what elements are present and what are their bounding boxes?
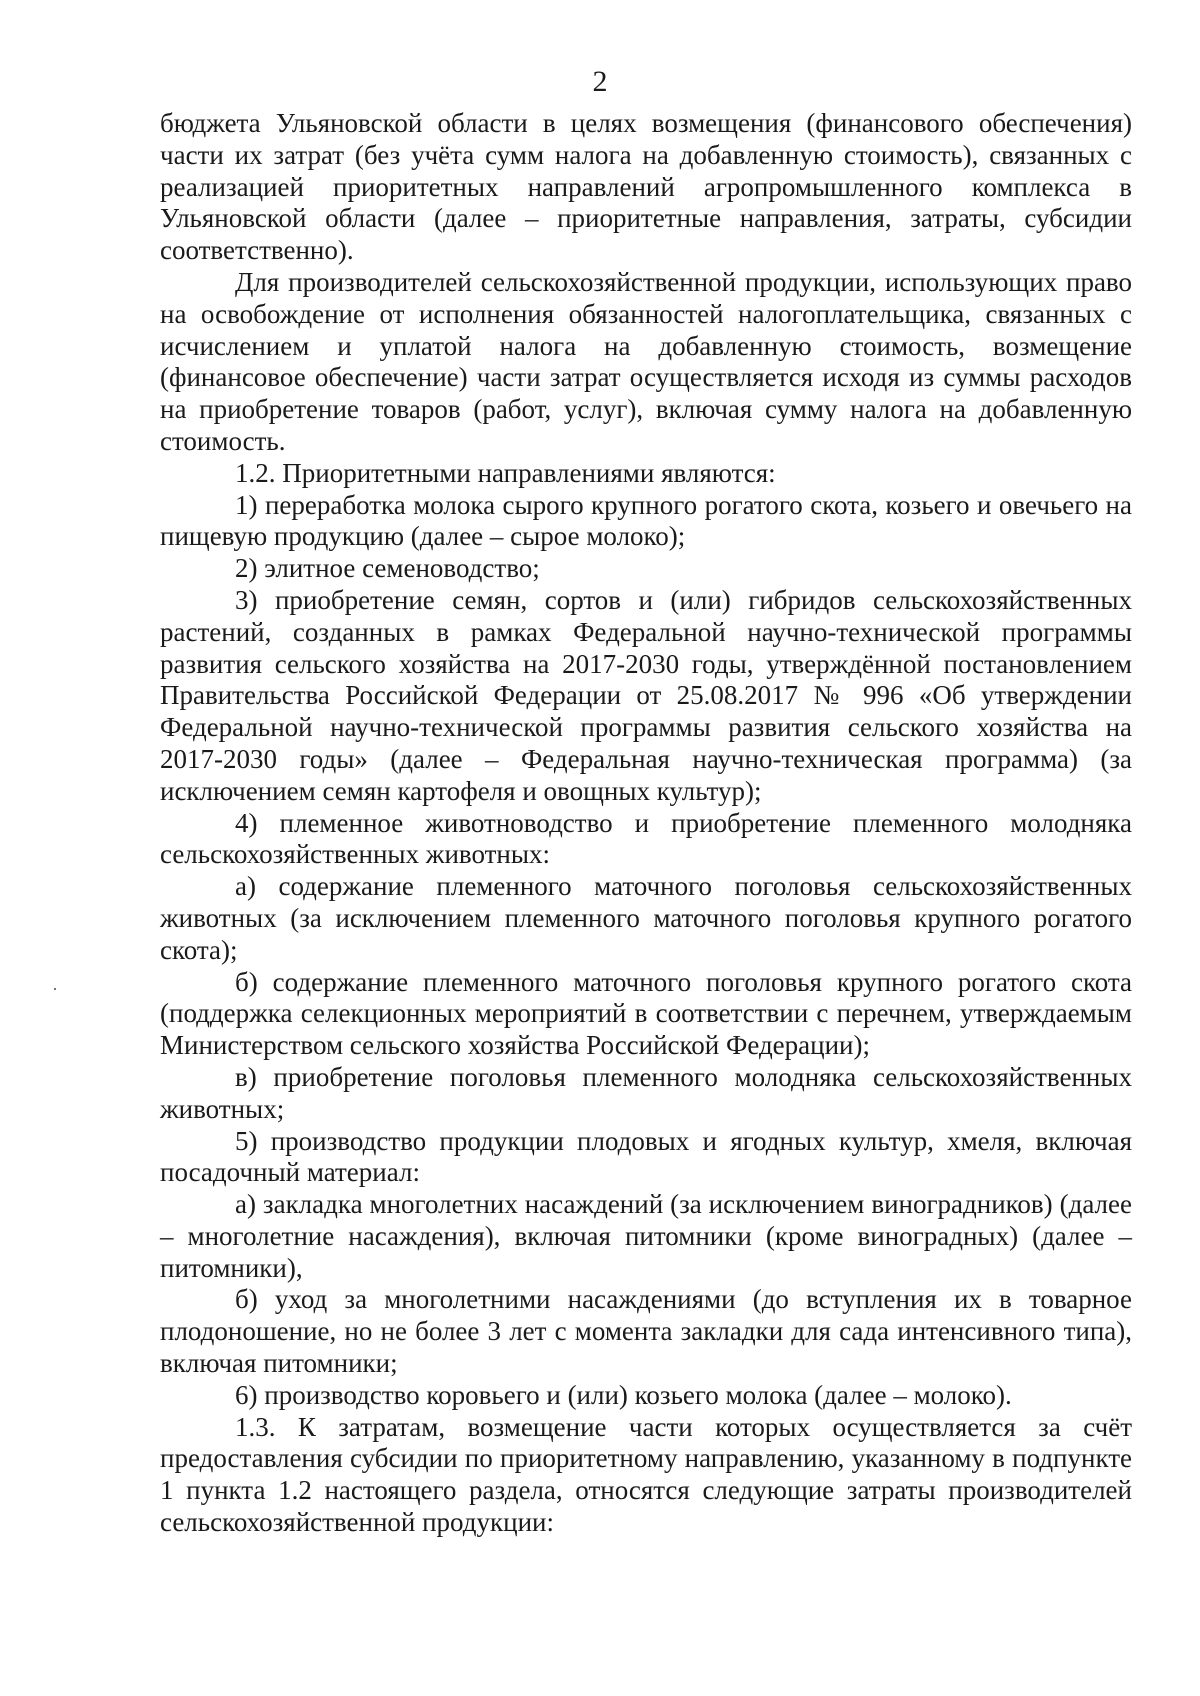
list-item-6-milk-production: 6) производство коровьего и (или) козьего молока (далее – молоко). xyxy=(235,1379,1012,1410)
paragraph-vat-exemption: Для производителей сельскохозяйственной продукции, использующих право на освобождение от исполнения обязанностей налогоплательщика, связанных с исчислением и уплатой налога на добавленную стоимость, возмещение (финансовое обеспечение) части затрат осуществляется исходя из суммы расходов на приобретение товаров (работ, услуг), включая сумму налога на добавленную стоимость. xyxy=(160,266,1132,456)
list-item-1-milk-processing: 1) переработка молока сырого крупного рогатого скота, козьего и овечьего на пищевую продукцию (далее – сырое молоко); xyxy=(160,489,1132,552)
paragraph-budget-purpose: бюджета Ульяновской области в целях возмещения (финансового обеспечения) части их затрат (без учёта сумм налога на добавленную стоимость), связанных с реализацией приоритетных направлений агропромышленного комплекса в Ульяновской области (далее – приоритетные направления, затраты, субсидии соответственно). xyxy=(160,108,1132,266)
sub-item-5a: а) закладка многолетних насаждений (за исключением виноградников) (далее – многолетние насаждения), включая питомники (кроме виноградных) (далее – питомники), xyxy=(160,1189,1132,1283)
paragraph-1-2-heading: 1.2. Приоритетными направлениями являются: xyxy=(235,457,776,488)
list-item-5-fruit-berry: 5) производство продукции плодовых и ягодных культур, хмеля, включая посадочный материал: xyxy=(160,1125,1132,1188)
sub-item-4a: а) содержание племенного маточного поголовья сельскохозяйственных животных (за исключением племенного маточного поголовья крупного рогатого скота); xyxy=(160,871,1132,965)
list-item-3-seed-purchase: 3) приобретение семян, сортов и (или) гибридов сельскохозяйственных растений, созданных в рамках Федеральной научно-технической программы развития сельского хозяйства на 2017-2030 годы, утверждённой постановлением Правительства Российской Федерации от 25.08.2017 № 996 «Об утверждении Федеральной научно-технической программы развития сельского хозяйства на 2017-2030 годы» (далее – Федеральная научно-техническая программа) (за исключением семян картофеля и овощных культур); xyxy=(160,584,1132,806)
list-item-2-elite-seeds: 2) элитное семеноводство; xyxy=(235,553,540,584)
sub-item-4c: в) приобретение поголовья племенного молодняка сельскохозяйственных животных; xyxy=(160,1061,1132,1124)
sub-item-5b: б) уход за многолетними насаждениями (до вступления их в товарное плодоношение, но не более 3 лет с момента закладки для сада интенсивного типа), включая питомники; xyxy=(160,1284,1132,1379)
page-number: 2 xyxy=(592,65,608,98)
document-body xyxy=(160,108,1132,1539)
scan-speck xyxy=(54,988,56,990)
sub-item-4b: б) содержание племенного маточного поголовья крупного рогатого скота (поддержка селекционных мероприятий в соответствии с перечнем, утверждаемым Министерством сельского хозяйства Российской Федерации); xyxy=(160,966,1132,1061)
list-item-4-breeding: 4) племенное животноводство и приобретение племенного молодняка сельскохозяйственных животных: xyxy=(160,807,1132,870)
paragraph-1-3: 1.3. К затратам, возмещение части которых осуществляется за счёт предоставления субсидии по приоритетному направлению, указанному в подпункте 1 пункта 1.2 настоящего раздела, относятся следующие затраты производителей сельскохозяйственной продукции: xyxy=(160,1411,1132,1538)
